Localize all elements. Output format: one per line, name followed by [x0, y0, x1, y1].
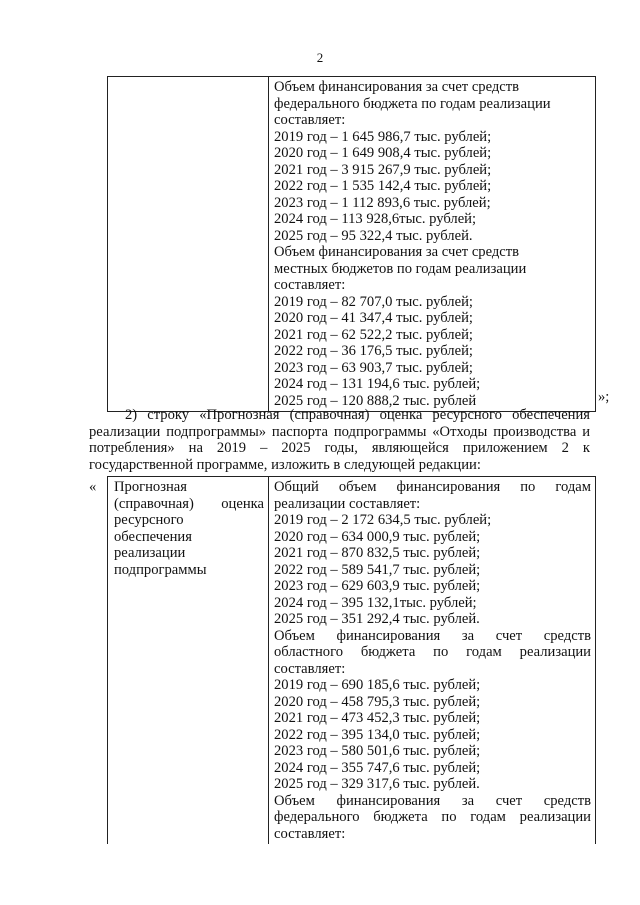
text-line: 2021 год – 870 832,5 тыс. рублей;: [274, 545, 481, 561]
text-line: 2024 год – 355 747,6 тыс. рублей;: [274, 759, 481, 776]
text-line: 2021 год – 3 915 267,9 тыс. рублей;: [274, 161, 492, 178]
table1-right-text: [269, 77, 595, 411]
text-line: 2019 год – 690 185,6 тыс. рублей;: [274, 677, 481, 693]
paragraph-line: 2) строку «Прогнозная (справочная) оценка ресурсного обеспечения: [125, 407, 590, 423]
opening-quote: «: [89, 479, 97, 495]
text-line: 2019 год – 82 707,0 тыс. рублей;: [274, 293, 473, 310]
text-line: 2025 год – 120 888,2 тыс. рублей: [274, 392, 477, 409]
table2-right-cell: [269, 477, 596, 845]
table2-left-cell: [108, 477, 269, 845]
text-line: Объем финансирования за счет средств: [274, 244, 520, 260]
table1-left-cell: [108, 77, 269, 412]
text-line: местных бюджетов по годам реализации: [274, 260, 527, 277]
text-line: Объем финансирования за счет средств: [274, 627, 591, 644]
closing-quote: »;: [598, 389, 610, 405]
label-line: обеспечения: [114, 528, 192, 545]
text-line: областного бюджета по годам реализации: [274, 644, 591, 660]
funding-table-continuation: [107, 76, 596, 412]
text-line: 2023 год – 1 112 893,6 тыс. рублей;: [274, 194, 491, 211]
table2-row-label: [108, 477, 268, 580]
paragraph-line: государственной программе, изложить в следующей редакции:: [89, 456, 481, 473]
text-line: 2021 год – 473 452,3 тыс. рублей;: [274, 710, 481, 726]
label-line: ресурсного: [114, 512, 184, 528]
text-line: 2024 год – 113 928,6тыс. рублей;: [274, 211, 477, 227]
text-line: 2025 год – 351 292,4 тыс. рублей.: [274, 611, 480, 627]
paragraph-line: реализации подпрограммы» паспорта подпрограммы «Отходы производства и: [89, 423, 590, 440]
paragraph-line: потребления» на 2019 – 2025 годы, являющейся приложением 2 к: [89, 440, 590, 456]
label-line: (справочная) оценка: [114, 495, 264, 512]
text-line: составляет:: [274, 660, 346, 677]
text-line: 2020 год – 41 347,4 тыс. рублей;: [274, 310, 473, 326]
label-line: Прогнозная: [114, 479, 187, 495]
text-line: 2025 год – 329 317,6 тыс. рублей.: [274, 776, 480, 792]
text-line: составляет:: [274, 277, 346, 293]
text-line: Объем финансирования за счет средств: [274, 792, 591, 809]
text-line: 2023 год – 629 603,9 тыс. рублей;: [274, 578, 481, 594]
text-line: составляет:: [274, 112, 346, 128]
text-line: 2025 год – 95 322,4 тыс. рублей.: [274, 227, 473, 244]
text-line: Объем финансирования за счет средств: [274, 79, 520, 95]
text-line: федерального бюджета по годам реализации: [274, 809, 591, 825]
text-line: 2021 год – 62 522,2 тыс. рублей;: [274, 326, 473, 343]
text-line: 2024 год – 131 194,6 тыс. рублей;: [274, 376, 481, 392]
text-line: федерального бюджета по годам реализации: [274, 95, 551, 112]
text-line: 2023 год – 63 903,7 тыс. рублей;: [274, 359, 473, 376]
text-line: 2022 год – 589 541,7 тыс. рублей;: [274, 561, 481, 578]
text-line: 2020 год – 458 795,3 тыс. рублей;: [274, 693, 481, 710]
text-line: Общий объем финансирования по годам: [274, 479, 591, 495]
page-number: 2: [316, 50, 324, 65]
text-line: 2022 год – 1 535 142,4 тыс. рублей;: [274, 178, 492, 194]
text-line: реализации составляет:: [274, 495, 421, 512]
text-line: 2020 год – 634 000,9 тыс. рублей;: [274, 528, 481, 545]
text-line: 2022 год – 395 134,0 тыс. рублей;: [274, 726, 481, 743]
label-line: подпрограммы: [114, 561, 207, 578]
text-line: 2022 год – 36 176,5 тыс. рублей;: [274, 343, 473, 359]
text-line: 2020 год – 1 649 908,4 тыс. рублей;: [274, 145, 492, 161]
text-line: составляет:: [274, 825, 346, 842]
text-line: 2019 год – 2 172 634,5 тыс. рублей;: [274, 512, 492, 528]
funding-table-new-edition: [107, 476, 596, 844]
table1-right-cell: [269, 77, 596, 412]
table2-right-text: [269, 477, 595, 844]
label-line: реализации: [114, 545, 186, 561]
text-line: 2023 год – 580 501,6 тыс. рублей;: [274, 743, 481, 759]
text-line: 2019 год – 1 645 986,7 тыс. рублей;: [274, 128, 492, 145]
amendment-paragraph: [89, 407, 590, 473]
text-line: 2024 год – 395 132,1тыс. рублей;: [274, 594, 477, 611]
